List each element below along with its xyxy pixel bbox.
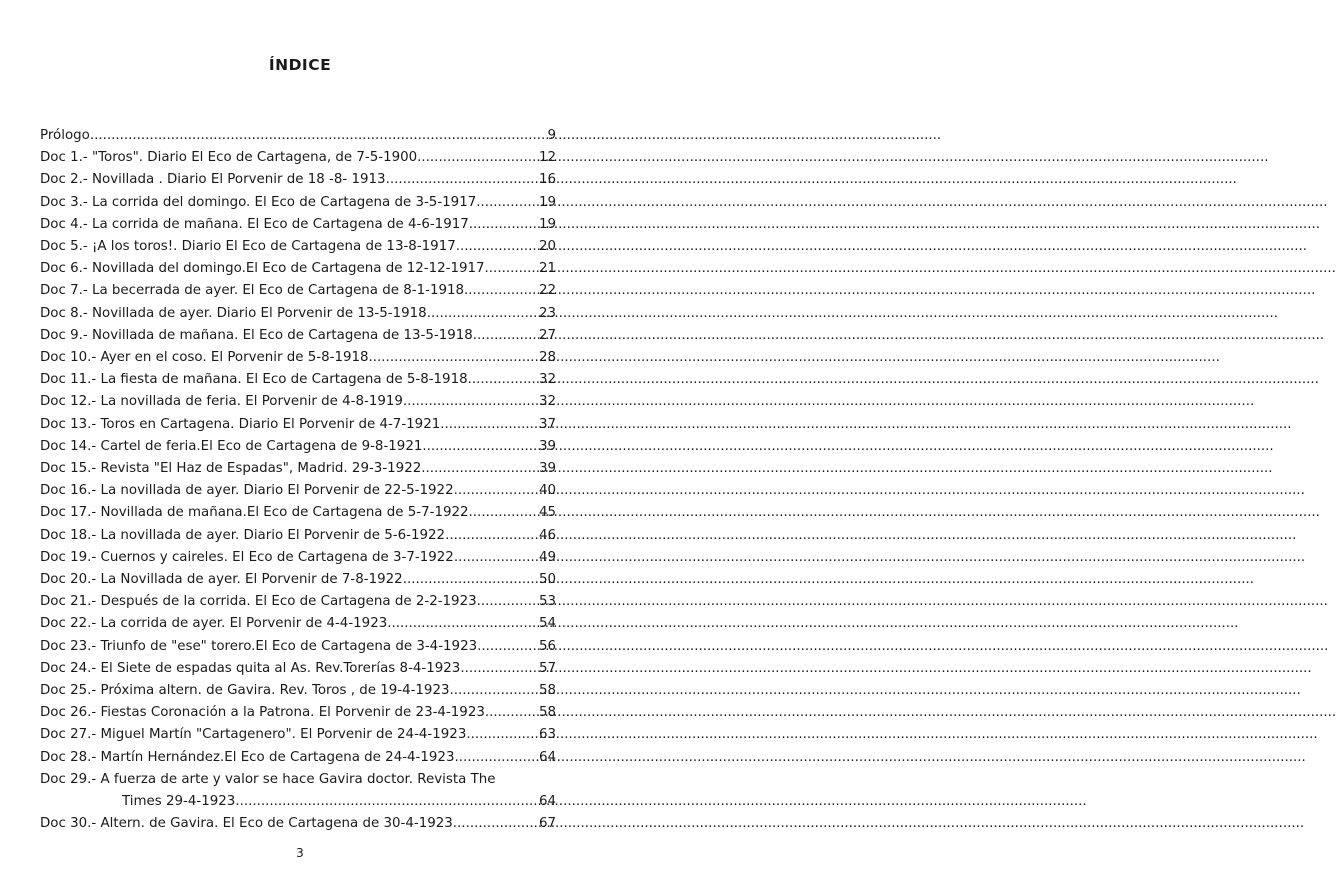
toc-leader-dots xyxy=(469,214,539,236)
toc-leader-dots xyxy=(387,613,539,635)
page-title: ÍNDICE xyxy=(268,56,332,74)
toc-entry xyxy=(40,280,556,302)
toc-leader-dots xyxy=(466,724,539,746)
toc-entry xyxy=(40,658,556,680)
toc-entry-page: 45 xyxy=(538,505,556,521)
toc-leader-dots xyxy=(440,414,539,436)
toc-entry-title: Doc 15.- Revista "El Haz de Espadas", Madrid. 29-3-1922 xyxy=(40,461,422,477)
toc-entry-title: Doc 23.- Triunfo de "ese" torero.El Eco de Cartagena de 3-4-1923 xyxy=(40,638,478,654)
toc-leader-dots xyxy=(456,236,539,258)
toc-leader-dots xyxy=(421,458,539,480)
toc-entry xyxy=(40,214,556,236)
toc-entry-page: 23 xyxy=(538,305,556,321)
toc-entry-page: 64 xyxy=(538,749,556,765)
toc-entry-page: 32 xyxy=(538,394,556,410)
toc-entry-title: Doc 5.- ¡A los toros!. Diario El Eco de Cartagena de 13-8-1917 xyxy=(40,239,456,255)
toc-leader-dots xyxy=(445,525,539,547)
toc-leader-dots xyxy=(450,680,539,702)
toc-leader-dots xyxy=(485,258,539,280)
toc-leader-dots xyxy=(460,658,539,680)
toc-entry-title: Doc 12.- La novillada de feria. El Porvenir de 4-8-1919 xyxy=(40,394,403,410)
toc-entry-page: 40 xyxy=(538,483,556,499)
toc-entry-page: 67 xyxy=(538,816,556,832)
toc-entry-page: 22 xyxy=(538,283,556,299)
toc-leader-dots xyxy=(476,192,539,214)
toc-entry-page: 53 xyxy=(538,594,556,610)
toc-entry xyxy=(40,325,556,347)
toc-entry xyxy=(40,236,556,258)
toc-entry-29 xyxy=(40,769,556,813)
toc-entry-title: Doc 3.- La corrida del domingo. El Eco de Cartagena de 3-5-1917 xyxy=(40,194,477,210)
toc-leader-dots xyxy=(422,436,539,458)
toc-entry-title-line1: Doc 29.- A fuerza de arte y valor se hace Gavira doctor. Revista The xyxy=(40,771,496,787)
toc-entry-page: 58 xyxy=(538,705,556,721)
toc-leader-dots xyxy=(386,169,539,191)
toc-leader-dots xyxy=(403,391,539,413)
toc-entry xyxy=(40,414,556,436)
toc-entry xyxy=(40,525,556,547)
toc-entry-page: 20 xyxy=(538,239,556,255)
toc-entry-title: Doc 9.- Novillada de mañana. El Eco de Cartagena de 13-5-1918 xyxy=(40,327,473,343)
toc-leader-dots xyxy=(403,569,539,591)
toc-entry-title: Doc 27.- Miguel Martín "Cartagenero". El Porvenir de 24-4-1923 xyxy=(40,727,467,743)
toc-entry xyxy=(40,303,556,325)
toc-leader-dots xyxy=(477,591,539,613)
toc-leader-dots xyxy=(485,702,539,724)
toc-entry-page: 37 xyxy=(538,416,556,432)
toc-entry-title: Doc 19.- Cuernos y caireles. El Eco de Cartagena de 3-7-1922 xyxy=(40,549,454,565)
toc-entry-title: Doc 11.- La fiesta de mañana. El Eco de Cartagena de 5-8-1918 xyxy=(40,372,468,388)
toc-entry-page: 32 xyxy=(538,372,556,388)
toc-entry-title: Doc 18.- La novillada de ayer. Diario El Porvenir de 5-6-1922 xyxy=(40,527,446,543)
toc-entry-title: Doc 30.- Altern. de Gavira. El Eco de Cartagena de 30-4-1923 xyxy=(40,816,453,832)
toc-leader-dots xyxy=(235,791,539,813)
toc-entry xyxy=(40,458,556,480)
toc-entry-title: Doc 17.- Novillada de mañana.El Eco de Cartagena de 5-7-1922 xyxy=(40,505,469,521)
toc-entry xyxy=(40,591,556,613)
toc-entry-title: Doc 10.- Ayer en el coso. El Porvenir de 5-8-1918 xyxy=(40,350,369,366)
toc-entry xyxy=(40,192,556,214)
toc-entry xyxy=(40,125,556,147)
toc-entry-page: 12 xyxy=(538,150,556,166)
page-number: 3 xyxy=(296,846,304,860)
toc-entry-page: 64 xyxy=(538,794,556,810)
toc-entry-title: Doc 16.- La novillada de ayer. Diario El Porvenir de 22-5-1922 xyxy=(40,483,454,499)
toc-entry-page: 46 xyxy=(538,527,556,543)
toc-entry-page: 58 xyxy=(538,683,556,699)
toc-entry xyxy=(40,169,556,191)
toc-entry-title: Doc 7.- La becerrada de ayer. El Eco de Cartagena de 8-1-1918 xyxy=(40,283,465,299)
toc-leader-dots xyxy=(469,502,539,524)
toc-leader-dots xyxy=(468,369,539,391)
toc-entry-page: 19 xyxy=(538,194,556,210)
toc-entry-title: Doc 13.- Toros en Cartagena. Diario El Porvenir de 4-7-1921 xyxy=(40,416,441,432)
toc-entry-page: 54 xyxy=(538,616,556,632)
toc-entry-page: 28 xyxy=(538,350,556,366)
toc-entry xyxy=(40,258,556,280)
toc-leader-dots xyxy=(454,547,539,569)
toc-entry xyxy=(40,436,556,458)
toc-leader-dots xyxy=(454,480,539,502)
toc-entry xyxy=(40,613,556,635)
toc-entry xyxy=(40,569,556,591)
toc-leader-dots xyxy=(454,747,538,769)
toc-leader-dots xyxy=(477,636,539,658)
toc-entry-title: Doc 22.- La corrida de ayer. El Porvenir de 4-4-1923 xyxy=(40,616,388,632)
toc-entry xyxy=(40,391,556,413)
toc-leader-dots xyxy=(427,303,539,325)
toc-entry-page: 56 xyxy=(538,638,556,654)
toc-entry-title: Doc 6.- Novillada del domingo.El Eco de Cartagena de 12-12-1917 xyxy=(40,261,485,277)
toc-entry-title: Doc 25.- Próxima altern. de Gavira. Rev. Toros , de 19-4-1923 xyxy=(40,683,450,699)
toc-entry-title: Doc 24.- El Siete de espadas quita al As. Rev.Torerías 8-4-1923 xyxy=(40,660,461,676)
toc-leader-dots xyxy=(417,147,539,169)
toc-leader-dots xyxy=(369,347,539,369)
toc-entry xyxy=(40,636,556,658)
toc-leader-dots xyxy=(453,813,539,835)
toc-entry-page: 19 xyxy=(538,216,556,232)
toc-entry xyxy=(40,702,556,724)
toc-entry-page: 9 xyxy=(547,128,556,143)
toc-entry xyxy=(40,369,556,391)
toc-entry-page: 57 xyxy=(538,660,556,676)
toc-entry xyxy=(40,502,556,524)
toc-entry-30 xyxy=(40,813,556,835)
toc-entry xyxy=(40,480,556,502)
toc-entry-title: Doc 28.- Martín Hernández.El Eco de Cartagena de 24-4-1923 xyxy=(40,749,455,765)
toc-entry-title: Doc 14.- Cartel de feria.El Eco de Cartagena de 9-8-1921 xyxy=(40,438,423,454)
toc-leader-dots xyxy=(464,280,539,302)
toc-entry xyxy=(40,147,556,169)
toc-entry-title: Doc 26.- Fiestas Coronación a la Patrona. El Porvenir de 23-4-1923 xyxy=(40,705,485,721)
toc-leader-dots xyxy=(473,325,539,347)
toc-entry-title: Prólogo xyxy=(40,128,90,143)
toc-entry-title: Doc 2.- Novillada . Diario El Porvenir de 18 -8- 1913 xyxy=(40,172,386,188)
toc-entry-title: Doc 4.- La corrida de mañana. El Eco de Cartagena de 4-6-1917 xyxy=(40,216,469,232)
toc-entry xyxy=(40,747,556,769)
toc-entry xyxy=(40,680,556,702)
toc-entry xyxy=(40,724,556,746)
toc-entry-page: 50 xyxy=(538,572,556,588)
toc-entry-page: 49 xyxy=(538,549,556,565)
toc-entry xyxy=(40,547,556,569)
table-of-contents xyxy=(40,125,556,836)
toc-leader-dots xyxy=(90,125,548,147)
toc-entry-list xyxy=(40,125,556,769)
toc-entry-title: Doc 1.- "Toros". Diario El Eco de Cartagena, de 7-5-1900 xyxy=(40,150,418,166)
toc-entry-title: Doc 8.- Novillada de ayer. Diario El Porvenir de 13-5-1918 xyxy=(40,305,427,321)
toc-entry xyxy=(40,347,556,369)
toc-entry-page: 39 xyxy=(538,438,556,454)
toc-entry-page: 27 xyxy=(538,327,556,343)
toc-entry-continuation xyxy=(40,791,556,813)
toc-entry-title: Doc 21.- Después de la corrida. El Eco de Cartagena de 2-2-1923 xyxy=(40,594,477,610)
toc-entry-page: 39 xyxy=(538,461,556,477)
toc-entry-title-line2: Times 29-4-1923 xyxy=(122,794,236,810)
toc-entry-page: 16 xyxy=(538,172,556,188)
toc-entry-page: 63 xyxy=(538,727,556,743)
toc-entry-title: Doc 20.- La Novillada de ayer. El Porvenir de 7-8-1922 xyxy=(40,572,403,588)
toc-entry-page: 21 xyxy=(538,261,556,277)
